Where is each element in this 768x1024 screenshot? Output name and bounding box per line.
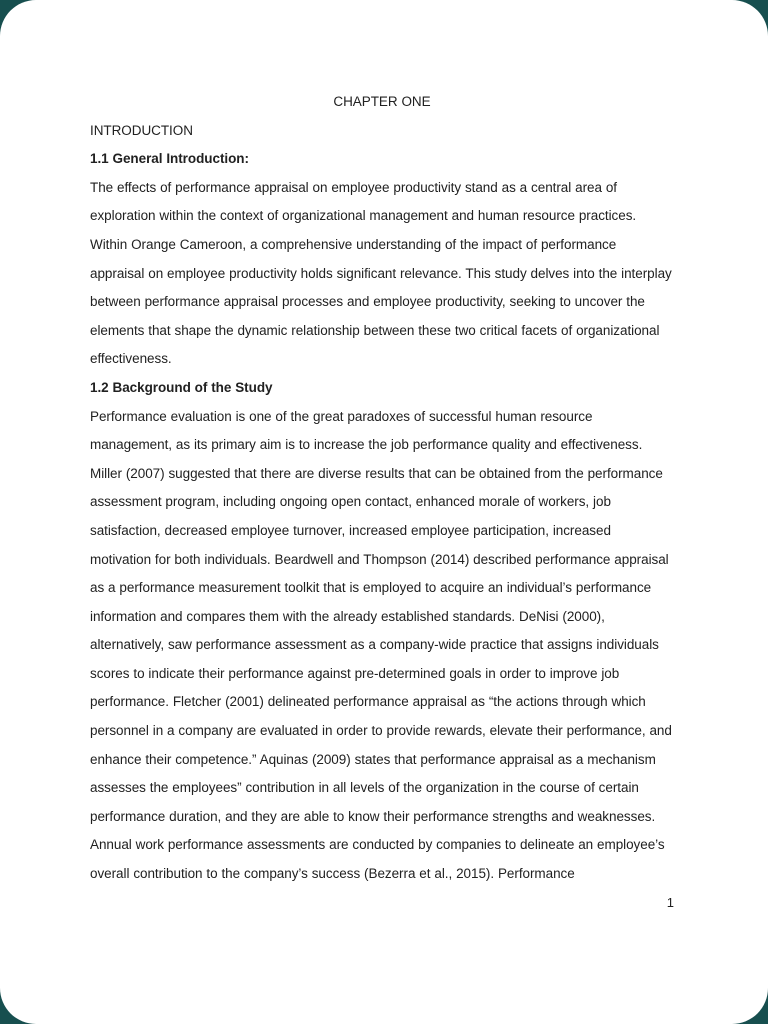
section-1-2-heading: 1.2 Background of the Study — [90, 379, 273, 395]
introduction-heading: INTRODUCTION — [90, 122, 193, 138]
section-1-1-heading: 1.1 General Introduction: — [90, 151, 249, 167]
page-number: 1 — [666, 894, 674, 910]
paragraph-background-of-study: Performance evaluation is one of the great paradoxes of successful human resource management, as its primary aim is to increase the job performance quality and effectiveness. Miller (2007) suggested that there are diverse results that can be obtained from the performance assessment program, including ongoing open contact, enhanced morale of workers, job satisfaction, decreased employee turnover, increased employee participation, increased motivation for both individuals. Beardwell and Thompson (2014) described performance appraisal as a performance measurement toolkit that is employed to acquire an individual’s performance information and compares them with the already established standards. DeNisi (2000), alternatively, saw performance assessment as a company-wide practice that assigns individuals scores to indicate their performance against pre-determined goals in order to improve job performance. Fletcher (2001) delineated performance appraisal as “the actions through which personnel in a company are evaluated in order to provide rewards, elevate their performance, and enhance their competence.” Aquinas (2009) states that performance appraisal as a mechanism assesses the employees” contribution in all levels of the organization in the course of certain performance duration, and they are able to know their performance strengths and weaknesses. — [90, 408, 672, 824]
paragraph-general-introduction: The effects of performance appraisal on employee productivity stand as a central area of exploration within the context of organizational management and human resource practices. Within Orange Cameroon, a comprehensive understanding of the impact of performance appraisal on employee productivity holds significant relevance. This study delves into the interplay between performance appraisal processes and employee productivity, seeking to uncover the elements that shape the dynamic relationship between these two critical facets of organizational effectiveness. — [90, 179, 672, 367]
chapter-title: CHAPTER ONE — [333, 94, 431, 109]
paragraph-annual-assessments: Annual work performance assessments are conducted by companies to delineate an employee’s overall contribution to the company’s success (Bezerra et al., 2015). Performance — [90, 837, 665, 882]
